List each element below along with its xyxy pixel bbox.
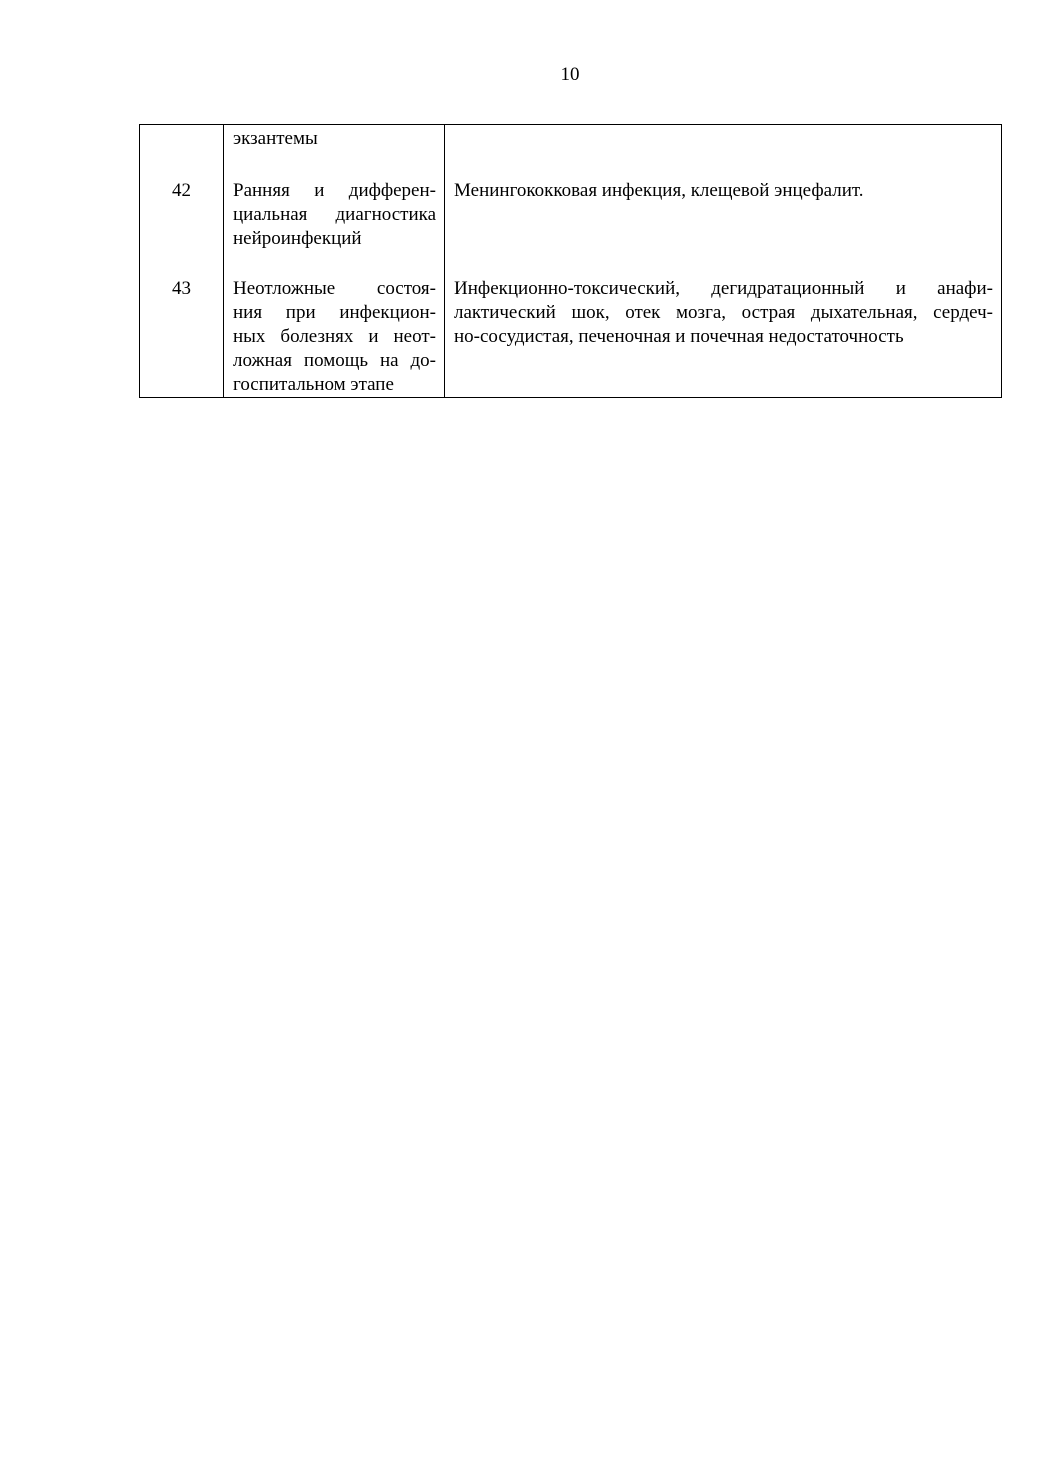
table-row bbox=[140, 125, 1002, 179]
topic-line: экзантемы bbox=[233, 128, 318, 149]
topic-line: нейроинфекций bbox=[233, 228, 362, 249]
description-cell bbox=[445, 178, 1002, 277]
description-line: но-сосудистая, печеночная и почечная недостаточность bbox=[454, 326, 904, 347]
table-row bbox=[140, 277, 1002, 398]
description-line: лактический шок, отек мозга, острая дыхательная, сердеч- bbox=[454, 302, 993, 323]
topic-line: госпитальном этапе bbox=[233, 374, 394, 395]
topic-line: циальная диагностика bbox=[233, 204, 436, 225]
topic-line: Неотложные состоя- bbox=[233, 278, 436, 299]
description-line: Менингококковая инфекция, клещевой энцефалит. bbox=[454, 180, 864, 201]
topics-table bbox=[139, 124, 1002, 398]
description-cell bbox=[445, 277, 1002, 398]
row-number bbox=[140, 125, 224, 179]
description-cell bbox=[445, 125, 1002, 179]
topic-cell bbox=[224, 125, 445, 179]
page-number: 10 bbox=[560, 64, 580, 85]
row-number: 43 bbox=[140, 277, 224, 398]
topic-line: ложная помощь на до- bbox=[233, 350, 436, 371]
row-number: 42 bbox=[140, 178, 224, 277]
topic-cell bbox=[224, 178, 445, 277]
topic-line: ных болезнях и неот- bbox=[233, 326, 436, 347]
description-line: Инфекционно-токсический, дегидратационный и анафи- bbox=[454, 278, 993, 299]
table-row bbox=[140, 178, 1002, 277]
topic-cell bbox=[224, 277, 445, 398]
topic-line: ния при инфекцион- bbox=[233, 302, 436, 323]
topic-line: Ранняя и дифферен- bbox=[233, 180, 436, 201]
